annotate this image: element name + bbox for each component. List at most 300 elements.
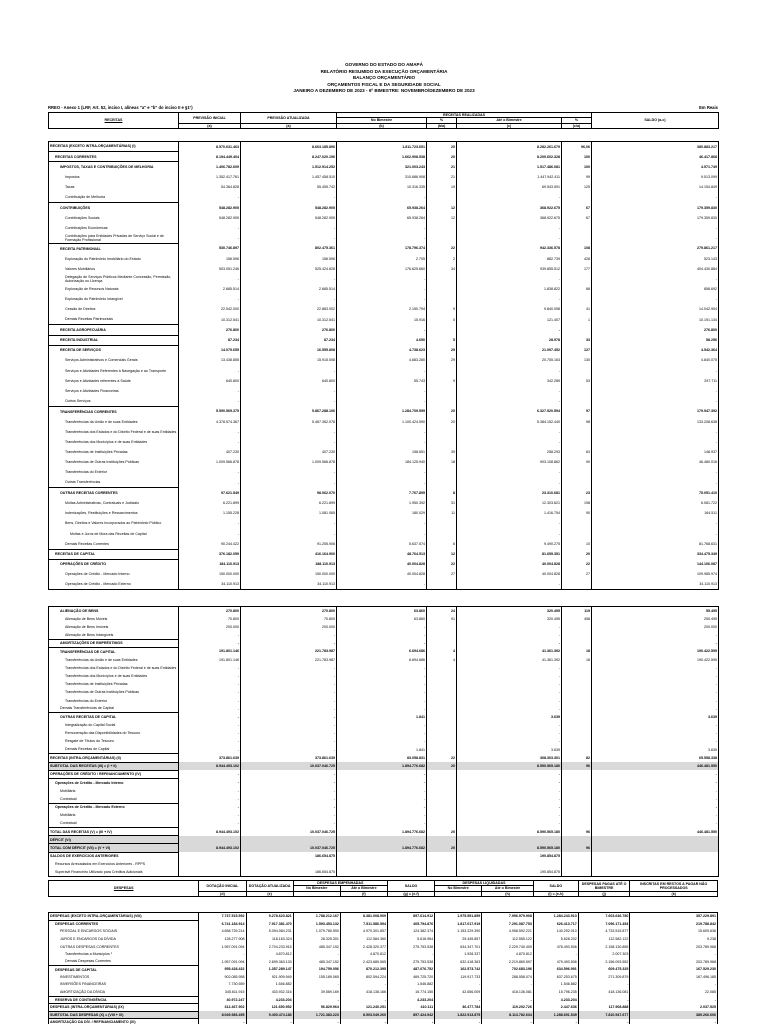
row-value: - <box>241 478 337 488</box>
row-label: Multas e Juros de Mora das Receitas de Capital <box>70 531 147 536</box>
row-value <box>427 697 457 705</box>
row-value: 1.517.486.081 <box>457 162 562 172</box>
table-row <box>49 746 719 754</box>
row-value: - <box>482 996 534 1004</box>
row-value: 55.495 <box>592 607 719 615</box>
row-value <box>179 852 241 860</box>
row-value: 191.801.146 <box>179 656 241 664</box>
row-value: 28.978 <box>457 335 562 345</box>
row-value: 87.234 <box>179 335 241 345</box>
table-row <box>49 721 719 729</box>
table-row <box>49 647 719 655</box>
row-label: RECEITAS (EXCETO INTRA-ORÇAMENTÁRIAS) (I) <box>49 142 179 152</box>
row-value: - <box>241 738 337 746</box>
row-value: - <box>457 386 562 396</box>
row-value: - <box>337 623 427 631</box>
row-value: 1.457.458.510 <box>241 172 337 182</box>
table-row <box>49 172 719 182</box>
row-value: 4.571.749 <box>592 162 719 172</box>
row-value <box>427 680 457 688</box>
row-label: Contratual <box>60 796 77 801</box>
table-row <box>49 844 719 852</box>
row-value: - <box>179 778 241 786</box>
row-value: 40.004.828 <box>457 559 562 569</box>
row-value: 870.212.395 <box>340 966 387 974</box>
table-row <box>49 457 719 467</box>
row-value: - <box>457 738 562 746</box>
row-value: - <box>337 770 427 778</box>
row-value: - <box>337 639 427 647</box>
row-value: 96 <box>562 762 592 770</box>
row-label: AMORTIZAÇÕES DE EMPRÉSTIMOS <box>49 639 179 647</box>
row-value: 167.496.185 <box>630 973 718 981</box>
col-pct-c: % <box>562 118 592 123</box>
col-saldo-emp: SALDO <box>387 881 434 892</box>
row-value: - <box>337 437 427 447</box>
table-row <box>49 639 719 647</box>
row-value: 119 <box>562 607 592 615</box>
row-value <box>562 529 592 539</box>
row-value: 525.424.628 <box>241 264 337 274</box>
row-value: 446.481.550 <box>592 762 719 770</box>
row-value <box>562 787 592 795</box>
row-value: 191.801.146 <box>179 647 241 655</box>
row-value: 407.230 <box>241 447 337 457</box>
row-value: 22 <box>562 559 592 569</box>
row-value: - <box>241 778 337 786</box>
row-value: - <box>337 468 427 478</box>
row-value: 1.100.424.590 <box>337 417 427 427</box>
row-value: 2.158.130.855 <box>578 943 630 951</box>
row-value <box>337 869 427 877</box>
row-value: 28.325.301 <box>293 935 340 943</box>
row-value: 4.958.592.221 <box>482 928 534 936</box>
row-value: 55.455.742 <box>241 182 337 192</box>
table-row <box>49 966 718 974</box>
row-value: 1.406.782.609 <box>179 162 241 172</box>
row-value <box>562 811 592 819</box>
row-value <box>427 529 457 539</box>
row-value: - <box>457 787 562 795</box>
row-value: 177 <box>562 264 592 274</box>
table-row <box>49 950 718 958</box>
col-empenhadas: DESPESAS EMPENHADAS <box>293 881 387 886</box>
table-row <box>49 664 719 672</box>
table-row <box>49 345 719 355</box>
row-value: - <box>179 192 241 202</box>
row-value <box>427 729 457 737</box>
row-value: - <box>457 770 562 778</box>
table-row <box>49 762 719 770</box>
table-row <box>49 615 719 623</box>
row-value <box>427 437 457 447</box>
row-label: Transferências de Instituições Privadas <box>65 682 128 687</box>
col-b: (b) <box>337 123 427 128</box>
row-value: 270.800 <box>179 607 241 615</box>
row-value: 2.685.514 <box>179 284 241 294</box>
row-value: - <box>387 950 434 958</box>
row-label: Contribuições Sociais <box>65 215 100 220</box>
row-label: Multas Administrativas, Contratuais e Judiciais <box>65 501 139 505</box>
row-value: 530.746.897 <box>179 243 241 253</box>
row-label: Transferências de Instituições Privadas <box>65 450 128 455</box>
table-row <box>49 274 719 284</box>
row-value: - <box>337 223 427 233</box>
row-value: 310.686.908 <box>337 172 427 182</box>
row-value: 7.917.381.470 <box>246 920 293 928</box>
row-value: - <box>337 284 427 294</box>
row-value <box>179 860 241 868</box>
col-emp-ate-bim: Até o Bimestre <box>340 886 387 891</box>
col-no-bimestre: No Bimestre <box>337 118 427 123</box>
row-label: CONTRIBUIÇÕES <box>49 203 179 213</box>
table-row <box>49 770 719 778</box>
row-value: 5 <box>427 335 457 345</box>
row-label: Alienação de Bens Imóveis <box>65 624 109 629</box>
row-value: - <box>592 672 719 680</box>
col-emp-no-bim: No Bimestre <box>293 886 340 891</box>
row-value: - <box>630 981 718 989</box>
row-value: - <box>630 950 718 958</box>
row-value: - <box>337 738 427 746</box>
col-saldo-liq: SALDO <box>533 881 578 892</box>
row-value: 802.475.361 <box>241 243 337 253</box>
row-label: Resgate de Títulos do Tesouro <box>65 739 114 744</box>
row-value <box>427 478 457 488</box>
row-value: 469.725.720 <box>387 973 434 981</box>
table-row <box>49 920 718 928</box>
row-value: 4.542.364 <box>592 345 719 355</box>
row-value: - <box>340 981 387 989</box>
row-value: 186.654.875 <box>241 869 337 877</box>
row-value: 407.230 <box>179 447 241 457</box>
row-value: 90.244.422 <box>179 539 241 549</box>
row-value: - <box>457 697 562 705</box>
row-value: 8.503.049.260 <box>340 1011 387 1019</box>
table-row <box>49 996 718 1004</box>
table-row <box>49 569 719 579</box>
row-value: 4.233.204 <box>533 996 578 1004</box>
table-row <box>49 981 718 989</box>
row-value <box>562 192 592 202</box>
row-value: 7.096.171.454 <box>578 920 630 928</box>
row-value: 271.309.879 <box>578 973 630 981</box>
row-value: - <box>457 795 562 803</box>
row-value: - <box>592 811 719 819</box>
row-value: - <box>337 274 427 284</box>
row-value: 4.378.574.367 <box>179 417 241 427</box>
table-row <box>49 688 719 696</box>
row-value: 4.650 <box>337 335 427 345</box>
table-row <box>49 828 719 836</box>
row-value: - <box>179 787 241 795</box>
row-value: 275.753.538 <box>387 943 434 951</box>
row-label: DESPESAS (EXCETO INTRA-ORÇAMENTÁRIAS) (VIII) <box>49 913 199 921</box>
row-value: 156.596 <box>179 254 241 264</box>
row-value: 8.944.493.102 <box>179 762 241 770</box>
row-value: - <box>457 468 562 478</box>
row-value: - <box>337 233 427 243</box>
row-value: 117.908.888 <box>578 1004 630 1012</box>
row-label: TRANSFERÊNCIAS DE CAPITAL <box>49 647 179 655</box>
row-value: - <box>179 697 241 705</box>
row-value <box>562 294 592 304</box>
row-value: - <box>340 996 387 1004</box>
row-label: DESPESAS DE CAPITAL <box>49 966 199 974</box>
col-ate-bimestre: Até o Bimestre <box>457 118 562 123</box>
row-value: - <box>179 688 241 696</box>
row-value: 308.303.301 <box>457 754 562 762</box>
row-value: 279.861.217 <box>592 243 719 253</box>
row-value: - <box>578 981 630 989</box>
row-value: - <box>337 386 427 396</box>
row-value: 10.037.046.725 <box>241 762 337 770</box>
row-value: 140.292.010 <box>533 928 578 936</box>
row-label: Alienação de Bens Móveis <box>65 616 108 621</box>
row-value: 219.788.842 <box>630 920 718 928</box>
row-value: 1.894.776.682 <box>337 828 427 836</box>
row-value: 1.838.822 <box>457 284 562 294</box>
row-value: - <box>592 803 719 811</box>
row-label: Exploração do Patrimônio Imobiliário do Estado <box>65 256 141 261</box>
row-value: 16.555.808 <box>241 345 337 355</box>
row-value: 8.381.008.909 <box>340 913 387 921</box>
row-value: 3.639 <box>457 746 562 754</box>
table-row <box>49 559 719 569</box>
row-value: 2.685.514 <box>241 284 337 294</box>
row-value: 939.855.512 <box>457 264 562 274</box>
row-value: - <box>179 631 241 639</box>
row-value <box>427 852 457 860</box>
row-value: 523.143 <box>592 254 719 264</box>
row-value: - <box>337 795 427 803</box>
row-value: - <box>592 680 719 688</box>
row-value: 9.400.474.183 <box>246 1011 293 1019</box>
row-value: - <box>592 274 719 284</box>
row-value: 373.861.639 <box>241 754 337 762</box>
col-f: (f) <box>340 891 387 896</box>
row-value: 184.125.940 <box>337 457 427 467</box>
row-value: - <box>241 396 337 406</box>
row-value: - <box>199 1019 246 1024</box>
row-label: SALDOS DE EXERCÍCIOS ANTERIORES <box>49 852 179 860</box>
table-row <box>49 518 719 528</box>
table-row <box>49 355 719 365</box>
row-label: ALIENAÇÃO DE BENS <box>49 607 179 615</box>
table-row <box>49 315 719 325</box>
row-value: - <box>241 746 337 754</box>
col-i: (i) = (e-h) <box>533 891 578 896</box>
row-value: 1.546.882 <box>246 981 293 989</box>
row-value: 1.546.882 <box>387 981 434 989</box>
row-value: 124.382.374 <box>387 928 434 936</box>
row-value: 1.284.709.599 <box>337 406 427 416</box>
row-value: 634.347.701 <box>435 943 482 951</box>
row-value: - <box>179 746 241 754</box>
row-value <box>337 860 427 868</box>
row-value <box>562 705 592 713</box>
row-value: 1.352.417.761 <box>179 172 241 182</box>
row-value: 4.970.301.857 <box>340 928 387 936</box>
row-value: 10.316.335 <box>337 182 427 192</box>
row-value <box>562 396 592 406</box>
row-value: 198 <box>562 498 592 508</box>
row-value: 609.475.325 <box>578 966 630 974</box>
col-liq-no-bim: No Bimestre <box>435 886 482 891</box>
col-h: (h) <box>482 891 534 896</box>
row-value: 9.490.275 <box>457 539 562 549</box>
row-value: 100 <box>562 152 592 162</box>
row-value: 75.051.410 <box>592 488 719 498</box>
row-value: 97 <box>562 406 592 416</box>
row-label: TRANSFERÊNCIAS CORRENTES <box>49 406 179 416</box>
row-value <box>562 721 592 729</box>
row-value: 10.037.046.725 <box>241 844 337 852</box>
row-value: 1.153.229.390 <box>435 928 482 936</box>
row-value: - <box>457 274 562 284</box>
row-value: 41.361.392 <box>457 656 562 664</box>
table-row <box>49 580 719 590</box>
row-value: - <box>241 664 337 672</box>
row-value <box>562 274 592 284</box>
row-value: - <box>457 672 562 680</box>
row-value: - <box>179 233 241 243</box>
row-label: Operações de Crédito - Mercado Externo <box>65 582 131 587</box>
row-value: - <box>241 366 337 376</box>
row-value <box>562 819 592 827</box>
row-value <box>241 836 337 844</box>
row-label: Transferências do Exterior <box>65 470 108 475</box>
row-value: 6.221.899 <box>179 498 241 508</box>
row-value: 19 <box>427 182 457 192</box>
row-value: 167.529.230 <box>630 966 718 974</box>
row-value: 20 <box>562 549 592 559</box>
receitas-header-table <box>48 112 719 129</box>
row-value: 1 <box>562 315 592 325</box>
row-value: 1.975.591.859 <box>435 913 482 921</box>
row-value: 487.076.752 <box>387 966 434 974</box>
row-value: 640.800 <box>241 376 337 386</box>
row-value: - <box>179 396 241 406</box>
row-value: 5.867.288.106 <box>241 406 337 416</box>
row-label: Indenizações, Restituições e Ressarcimentos <box>65 511 138 516</box>
row-value <box>592 860 719 868</box>
row-value: - <box>241 729 337 737</box>
row-value: 118.163.324 <box>246 935 293 943</box>
row-label: Remuneração das Disponibilidades do Tesouro <box>65 731 141 736</box>
row-value: 184.110.913 <box>179 559 241 569</box>
row-value: - <box>241 518 337 528</box>
row-value: 5.628.202 <box>533 935 578 943</box>
row-value: 97.621.549 <box>179 488 241 498</box>
row-value: 121.240.251 <box>340 1004 387 1012</box>
table-row <box>49 729 719 737</box>
row-value <box>562 518 592 528</box>
col-liq-ate-bim: Até o Bimestre <box>482 886 534 891</box>
table-row <box>49 488 719 498</box>
row-value: - <box>241 233 337 243</box>
row-value: 34.110.913 <box>179 580 241 590</box>
row-value: 150.000.000 <box>241 569 337 579</box>
table-row <box>49 819 719 827</box>
row-value: - <box>241 713 337 721</box>
row-value: - <box>337 631 427 639</box>
row-value <box>427 819 457 827</box>
table-row <box>49 437 719 447</box>
row-value: - <box>337 427 427 437</box>
row-label: Alienação de Bens Intangíveis <box>65 632 114 637</box>
row-value: 15.915.008 <box>241 355 337 365</box>
row-value: 156.596 <box>241 254 337 264</box>
row-value: - <box>533 1019 578 1024</box>
row-value: 276.800 <box>241 325 337 335</box>
row-label: RESERVA DE CONTINGÊNCIA <box>49 996 199 1004</box>
row-value <box>427 860 457 868</box>
row-value: 702.683.196 <box>482 966 534 974</box>
row-value: - <box>482 1019 534 1024</box>
row-value <box>427 386 457 396</box>
row-value: - <box>337 705 427 713</box>
row-label: Transferências a Municípios ¹ <box>65 952 113 957</box>
row-value: 1.155.228 <box>179 508 241 518</box>
row-value: - <box>179 274 241 284</box>
row-value: 179.359.830 <box>592 213 719 223</box>
row-value: 882.739 <box>457 254 562 264</box>
row-value: 203.789.968 <box>630 958 718 966</box>
table-row <box>49 973 718 981</box>
row-value: - <box>578 1019 630 1024</box>
row-label: Demais Despesas Correntes <box>65 959 111 964</box>
row-value: 5.618.964 <box>387 935 434 943</box>
row-label: Transferências da União e de suas Entidades <box>65 657 138 662</box>
row-value: 2.156.093.552 <box>578 958 630 966</box>
table-row <box>49 672 719 680</box>
table-row <box>49 943 718 951</box>
row-value: 34 <box>427 264 457 274</box>
col-a2: (a) <box>241 123 337 128</box>
row-value: 67 <box>562 203 592 213</box>
row-value: 8.049.983.495 <box>199 1011 246 1019</box>
row-value: 405.794.876 <box>387 920 434 928</box>
row-value: 275.753.538 <box>387 958 434 966</box>
row-value: 5.467.362.078 <box>241 417 337 427</box>
row-value <box>427 639 457 647</box>
row-value: 410.111 <box>387 1004 434 1012</box>
row-value <box>562 852 592 860</box>
row-label: Transferências dos Estados e do Distrito Federal e de suas Entidades <box>65 429 177 434</box>
row-value: 91 <box>427 615 457 623</box>
row-value <box>427 223 457 233</box>
row-label: TOTAL DAS RECEITAS (V) = (III + IV) <box>49 828 179 836</box>
row-value: 12 <box>427 203 457 213</box>
row-value: 99 <box>562 172 592 182</box>
row-label: OPERAÇÕES DE CRÉDITO / REFINANCIAMENTO (IV) <box>49 770 179 778</box>
row-value <box>427 294 457 304</box>
row-value: - <box>241 688 337 696</box>
row-label: Contribuição de Melhoria <box>65 195 105 200</box>
row-value: 40.972.247 <box>199 996 246 1004</box>
row-value: - <box>457 721 562 729</box>
row-value: 10 <box>562 539 592 549</box>
table-row <box>49 852 719 860</box>
table-row <box>49 396 719 406</box>
row-value: 418.136.081 <box>578 988 630 996</box>
row-value <box>427 713 457 721</box>
row-value: 902.085.958 <box>199 973 246 981</box>
row-value: 4 <box>427 647 457 655</box>
row-value: 1.284.243.913 <box>533 913 578 921</box>
col-previsao-inicial: PREVISÃO INICIAL <box>179 113 241 124</box>
